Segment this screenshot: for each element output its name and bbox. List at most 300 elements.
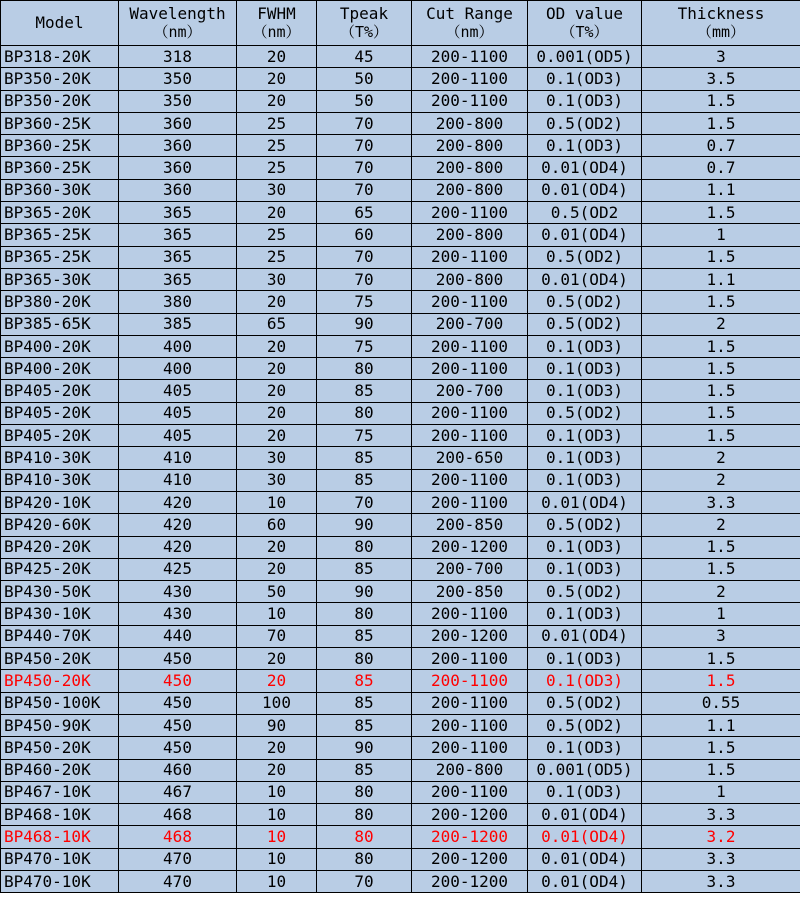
- cell-fwhm: 10: [237, 603, 317, 625]
- cell-tpeak: 85: [317, 447, 412, 469]
- cell-thickness: 2: [642, 313, 800, 335]
- cell-cut-range: 200-1100: [412, 90, 528, 112]
- cell-wavelength: 365: [119, 224, 237, 246]
- cell-fwhm: 20: [237, 46, 317, 68]
- cell-od-value: 0.5(OD2: [528, 202, 642, 224]
- cell-thickness: 3.2: [642, 826, 800, 848]
- cell-model: BP470-10K: [1, 848, 119, 870]
- cell-cut-range: 200-800: [412, 759, 528, 781]
- cell-fwhm: 20: [237, 358, 317, 380]
- cell-wavelength: 420: [119, 491, 237, 513]
- cell-cut-range: 200-1200: [412, 804, 528, 826]
- cell-tpeak: 70: [317, 870, 412, 892]
- cell-model: BP365-25K: [1, 246, 119, 268]
- cell-tpeak: 70: [317, 246, 412, 268]
- cell-wavelength: 360: [119, 135, 237, 157]
- cell-thickness: 3.3: [642, 491, 800, 513]
- cell-fwhm: 20: [237, 202, 317, 224]
- cell-wavelength: 430: [119, 603, 237, 625]
- cell-thickness: 1.5: [642, 358, 800, 380]
- cell-od-value: 0.5(OD2): [528, 692, 642, 714]
- cell-tpeak: 70: [317, 268, 412, 290]
- header-tpeak-unit: （T%）: [339, 23, 389, 41]
- table-row: [1, 268, 800, 290]
- cell-model: BP405-20K: [1, 425, 119, 447]
- cell-thickness: 1: [642, 224, 800, 246]
- cell-od-value: 0.1(OD3): [528, 603, 642, 625]
- cell-od-value: 0.001(OD5): [528, 759, 642, 781]
- cell-thickness: 3.3: [642, 848, 800, 870]
- header-model-label: Model: [35, 13, 84, 32]
- header-fwhm: [237, 1, 317, 46]
- cell-tpeak: 50: [317, 68, 412, 90]
- cell-wavelength: 405: [119, 425, 237, 447]
- cell-tpeak: 80: [317, 826, 412, 848]
- cell-thickness: 1.5: [642, 246, 800, 268]
- header-model: [1, 1, 119, 46]
- cell-od-value: 0.5(OD2): [528, 291, 642, 313]
- cell-thickness: 2: [642, 447, 800, 469]
- cell-fwhm: 20: [237, 402, 317, 424]
- cell-model: BP467-10K: [1, 781, 119, 803]
- cell-cut-range: 200-1200: [412, 870, 528, 892]
- cell-model: BP420-20K: [1, 536, 119, 558]
- table-row: [1, 759, 800, 781]
- cell-tpeak: 90: [317, 581, 412, 603]
- cell-tpeak: 80: [317, 536, 412, 558]
- cell-od-value: 0.1(OD3): [528, 536, 642, 558]
- cell-wavelength: 400: [119, 358, 237, 380]
- table-row-highlighted: [1, 670, 800, 692]
- cell-model: BP420-60K: [1, 514, 119, 536]
- cell-fwhm: 25: [237, 224, 317, 246]
- cell-tpeak: 70: [317, 135, 412, 157]
- cell-thickness: 3.5: [642, 68, 800, 90]
- cell-od-value: 0.01(OD4): [528, 224, 642, 246]
- cell-thickness: 1: [642, 603, 800, 625]
- header-thickness: [642, 1, 800, 46]
- cell-thickness: 0.55: [642, 692, 800, 714]
- cell-wavelength: 450: [119, 692, 237, 714]
- table-row: [1, 536, 800, 558]
- table-row: [1, 380, 800, 402]
- cell-tpeak: 75: [317, 335, 412, 357]
- cell-tpeak: 50: [317, 90, 412, 112]
- cell-cut-range: 200-1200: [412, 536, 528, 558]
- cell-wavelength: 420: [119, 536, 237, 558]
- table-row: [1, 90, 800, 112]
- cell-tpeak: 75: [317, 425, 412, 447]
- table-row: [1, 848, 800, 870]
- cell-wavelength: 365: [119, 268, 237, 290]
- cell-model: BP405-20K: [1, 402, 119, 424]
- cell-cut-range: 200-1100: [412, 491, 528, 513]
- cell-model: BP410-30K: [1, 447, 119, 469]
- cell-tpeak: 80: [317, 358, 412, 380]
- cell-od-value: 0.01(OD4): [528, 826, 642, 848]
- cell-model: BP450-20K: [1, 670, 119, 692]
- cell-thickness: 1.5: [642, 558, 800, 580]
- cell-cut-range: 200-850: [412, 514, 528, 536]
- cell-cut-range: 200-1100: [412, 68, 528, 90]
- cell-wavelength: 425: [119, 558, 237, 580]
- cell-thickness: 3: [642, 625, 800, 647]
- cell-tpeak: 80: [317, 402, 412, 424]
- cell-cut-range: 200-650: [412, 447, 528, 469]
- table-row: [1, 291, 800, 313]
- cell-wavelength: 405: [119, 380, 237, 402]
- table-row: [1, 804, 800, 826]
- cell-cut-range: 200-800: [412, 268, 528, 290]
- cell-thickness: 3: [642, 46, 800, 68]
- cell-wavelength: 450: [119, 714, 237, 736]
- table-row: [1, 313, 800, 335]
- header-tpeak: [317, 1, 412, 46]
- cell-od-value: 0.5(OD2): [528, 313, 642, 335]
- cell-wavelength: 467: [119, 781, 237, 803]
- cell-model: BP460-20K: [1, 759, 119, 781]
- cell-cut-range: 200-800: [412, 224, 528, 246]
- cell-wavelength: 410: [119, 447, 237, 469]
- cell-od-value: 0.1(OD3): [528, 335, 642, 357]
- cell-thickness: 1.1: [642, 179, 800, 201]
- cell-model: BP430-10K: [1, 603, 119, 625]
- table-row: [1, 603, 800, 625]
- cell-wavelength: 360: [119, 179, 237, 201]
- cell-cut-range: 200-700: [412, 380, 528, 402]
- cell-fwhm: 30: [237, 179, 317, 201]
- cell-model: BP360-25K: [1, 112, 119, 134]
- cell-wavelength: 440: [119, 625, 237, 647]
- cell-wavelength: 420: [119, 514, 237, 536]
- cell-thickness: 1.5: [642, 536, 800, 558]
- cell-cut-range: 200-1200: [412, 826, 528, 848]
- table-row: [1, 648, 800, 670]
- cell-model: BP470-10K: [1, 870, 119, 892]
- table-row: [1, 781, 800, 803]
- cell-thickness: 1.5: [642, 737, 800, 759]
- cell-fwhm: 10: [237, 781, 317, 803]
- cell-model: BP420-10K: [1, 491, 119, 513]
- cell-model: BP360-25K: [1, 157, 119, 179]
- cell-cut-range: 200-1100: [412, 670, 528, 692]
- cell-fwhm: 20: [237, 380, 317, 402]
- header-od-value: [528, 1, 642, 46]
- cell-od-value: 0.1(OD3): [528, 737, 642, 759]
- cell-wavelength: 365: [119, 202, 237, 224]
- cell-od-value: 0.1(OD3): [528, 648, 642, 670]
- cell-fwhm: 30: [237, 447, 317, 469]
- cell-fwhm: 25: [237, 135, 317, 157]
- cell-od-value: 0.5(OD2): [528, 112, 642, 134]
- header-od-value-label: OD value: [545, 4, 624, 23]
- cell-od-value: 0.1(OD3): [528, 425, 642, 447]
- cell-cut-range: 200-1100: [412, 648, 528, 670]
- cell-fwhm: 100: [237, 692, 317, 714]
- cell-model: BP410-30K: [1, 469, 119, 491]
- cell-wavelength: 400: [119, 335, 237, 357]
- cell-fwhm: 20: [237, 759, 317, 781]
- table-row: [1, 447, 800, 469]
- cell-fwhm: 10: [237, 870, 317, 892]
- table-row: [1, 870, 800, 892]
- cell-fwhm: 30: [237, 469, 317, 491]
- cell-od-value: 0.1(OD3): [528, 447, 642, 469]
- cell-fwhm: 10: [237, 848, 317, 870]
- cell-thickness: 1.5: [642, 402, 800, 424]
- cell-tpeak: 90: [317, 737, 412, 759]
- cell-tpeak: 85: [317, 670, 412, 692]
- table-row: [1, 46, 800, 68]
- cell-cut-range: 200-800: [412, 135, 528, 157]
- cell-fwhm: 20: [237, 737, 317, 759]
- cell-wavelength: 380: [119, 291, 237, 313]
- cell-tpeak: 80: [317, 781, 412, 803]
- cell-thickness: 2: [642, 581, 800, 603]
- cell-cut-range: 200-700: [412, 313, 528, 335]
- cell-fwhm: 20: [237, 335, 317, 357]
- cell-thickness: 3.3: [642, 804, 800, 826]
- cell-model: BP318-20K: [1, 46, 119, 68]
- table-row: [1, 737, 800, 759]
- cell-tpeak: 80: [317, 848, 412, 870]
- cell-thickness: 1.5: [642, 202, 800, 224]
- cell-fwhm: 20: [237, 291, 317, 313]
- cell-wavelength: 450: [119, 737, 237, 759]
- cell-thickness: 1: [642, 781, 800, 803]
- cell-cut-range: 200-1200: [412, 625, 528, 647]
- cell-cut-range: 200-1100: [412, 781, 528, 803]
- cell-od-value: 0.5(OD2): [528, 402, 642, 424]
- cell-thickness: 1.5: [642, 291, 800, 313]
- cell-wavelength: 460: [119, 759, 237, 781]
- cell-od-value: 0.01(OD4): [528, 804, 642, 826]
- cell-tpeak: 90: [317, 514, 412, 536]
- cell-cut-range: 200-800: [412, 112, 528, 134]
- cell-model: BP425-20K: [1, 558, 119, 580]
- cell-cut-range: 200-1100: [412, 402, 528, 424]
- cell-thickness: 1.1: [642, 268, 800, 290]
- cell-od-value: 0.01(OD4): [528, 491, 642, 513]
- table-row: [1, 358, 800, 380]
- cell-cut-range: 200-1100: [412, 737, 528, 759]
- cell-fwhm: 70: [237, 625, 317, 647]
- cell-cut-range: 200-1100: [412, 202, 528, 224]
- header-tpeak-label: Tpeak: [339, 4, 389, 23]
- cell-cut-range: 200-1100: [412, 335, 528, 357]
- cell-cut-range: 200-1100: [412, 291, 528, 313]
- cell-od-value: 0.5(OD2): [528, 246, 642, 268]
- cell-thickness: 2: [642, 469, 800, 491]
- header-thickness-label: Thickness: [677, 4, 765, 23]
- cell-tpeak: 70: [317, 491, 412, 513]
- cell-model: BP360-30K: [1, 179, 119, 201]
- cell-od-value: 0.1(OD3): [528, 558, 642, 580]
- cell-od-value: 0.1(OD3): [528, 781, 642, 803]
- table-body: [1, 46, 800, 893]
- cell-wavelength: 468: [119, 804, 237, 826]
- cell-model: BP365-20K: [1, 202, 119, 224]
- table-row: [1, 68, 800, 90]
- cell-fwhm: 25: [237, 246, 317, 268]
- header-wavelength: [119, 1, 237, 46]
- cell-cut-range: 200-1100: [412, 46, 528, 68]
- cell-tpeak: 60: [317, 224, 412, 246]
- cell-fwhm: 20: [237, 670, 317, 692]
- table-row: [1, 157, 800, 179]
- cell-thickness: 2: [642, 514, 800, 536]
- cell-wavelength: 405: [119, 402, 237, 424]
- cell-tpeak: 85: [317, 469, 412, 491]
- cell-tpeak: 70: [317, 179, 412, 201]
- header-thickness-unit: （mm）: [696, 23, 746, 41]
- cell-thickness: 1.1: [642, 714, 800, 736]
- cell-od-value: 0.5(OD2): [528, 581, 642, 603]
- cell-od-value: 0.1(OD3): [528, 469, 642, 491]
- cell-fwhm: 20: [237, 68, 317, 90]
- header-od-value-unit: （T%）: [560, 23, 609, 41]
- cell-od-value: 0.01(OD4): [528, 268, 642, 290]
- cell-fwhm: 30: [237, 268, 317, 290]
- cell-fwhm: 20: [237, 536, 317, 558]
- cell-model: BP350-20K: [1, 68, 119, 90]
- table-row: [1, 469, 800, 491]
- cell-od-value: 0.01(OD4): [528, 848, 642, 870]
- header-cut-range-unit: （nm）: [445, 23, 494, 41]
- cell-wavelength: 360: [119, 157, 237, 179]
- cell-cut-range: 200-1100: [412, 358, 528, 380]
- cell-model: BP450-20K: [1, 737, 119, 759]
- cell-model: BP380-20K: [1, 291, 119, 313]
- table-row: [1, 202, 800, 224]
- cell-cut-range: 200-1100: [412, 714, 528, 736]
- cell-cut-range: 200-850: [412, 581, 528, 603]
- cell-fwhm: 20: [237, 558, 317, 580]
- cell-od-value: 0.1(OD3): [528, 670, 642, 692]
- cell-od-value: 0.5(OD2): [528, 714, 642, 736]
- cell-thickness: 1.5: [642, 670, 800, 692]
- cell-od-value: 0.5(OD2): [528, 514, 642, 536]
- cell-thickness: 1.5: [642, 335, 800, 357]
- table-row: [1, 558, 800, 580]
- cell-cut-range: 200-700: [412, 558, 528, 580]
- cell-model: BP468-10K: [1, 826, 119, 848]
- cell-cut-range: 200-1100: [412, 246, 528, 268]
- cell-od-value: 0.01(OD4): [528, 179, 642, 201]
- header-wavelength-unit: （nm）: [153, 23, 202, 41]
- cell-tpeak: 85: [317, 759, 412, 781]
- table-row: [1, 335, 800, 357]
- cell-tpeak: 80: [317, 603, 412, 625]
- cell-model: BP430-50K: [1, 581, 119, 603]
- cell-cut-range: 200-1200: [412, 848, 528, 870]
- cell-thickness: 1.5: [642, 380, 800, 402]
- table-row: [1, 625, 800, 647]
- cell-fwhm: 25: [237, 157, 317, 179]
- cell-model: BP400-20K: [1, 358, 119, 380]
- cell-fwhm: 10: [237, 804, 317, 826]
- cell-od-value: 0.1(OD3): [528, 135, 642, 157]
- cell-wavelength: 350: [119, 68, 237, 90]
- table-row: [1, 224, 800, 246]
- cell-wavelength: 385: [119, 313, 237, 335]
- cell-tpeak: 85: [317, 625, 412, 647]
- cell-cut-range: 200-800: [412, 179, 528, 201]
- cell-tpeak: 80: [317, 648, 412, 670]
- cell-thickness: 1.5: [642, 112, 800, 134]
- table-row: [1, 135, 800, 157]
- cell-model: BP360-25K: [1, 135, 119, 157]
- table-row: [1, 179, 800, 201]
- cell-tpeak: 70: [317, 112, 412, 134]
- cell-wavelength: 365: [119, 246, 237, 268]
- cell-fwhm: 50: [237, 581, 317, 603]
- cell-cut-range: 200-1100: [412, 425, 528, 447]
- cell-model: BP385-65K: [1, 313, 119, 335]
- cell-tpeak: 80: [317, 804, 412, 826]
- cell-thickness: 1.5: [642, 90, 800, 112]
- header-fwhm-label: FWHM: [257, 4, 296, 23]
- cell-fwhm: 65: [237, 313, 317, 335]
- table-row: [1, 425, 800, 447]
- table-row: [1, 402, 800, 424]
- cell-model: BP400-20K: [1, 335, 119, 357]
- header-fwhm-unit: （nm）: [252, 23, 301, 41]
- cell-od-value: 0.01(OD4): [528, 625, 642, 647]
- cell-thickness: 0.7: [642, 135, 800, 157]
- cell-cut-range: 200-800: [412, 157, 528, 179]
- table-row: [1, 692, 800, 714]
- cell-tpeak: 65: [317, 202, 412, 224]
- table-row-highlighted: [1, 826, 800, 848]
- cell-fwhm: 10: [237, 826, 317, 848]
- cell-fwhm: 20: [237, 90, 317, 112]
- cell-model: BP450-100K: [1, 692, 119, 714]
- cell-tpeak: 85: [317, 558, 412, 580]
- table-row: [1, 714, 800, 736]
- cell-model: BP365-25K: [1, 224, 119, 246]
- cell-model: BP365-30K: [1, 268, 119, 290]
- cell-wavelength: 450: [119, 670, 237, 692]
- cell-tpeak: 45: [317, 46, 412, 68]
- cell-od-value: 0.1(OD3): [528, 68, 642, 90]
- cell-model: BP440-70K: [1, 625, 119, 647]
- cell-thickness: 3.3: [642, 870, 800, 892]
- table-row: [1, 112, 800, 134]
- cell-wavelength: 430: [119, 581, 237, 603]
- cell-fwhm: 20: [237, 425, 317, 447]
- cell-cut-range: 200-1100: [412, 603, 528, 625]
- table-row: [1, 581, 800, 603]
- cell-tpeak: 75: [317, 291, 412, 313]
- cell-fwhm: 90: [237, 714, 317, 736]
- cell-wavelength: 360: [119, 112, 237, 134]
- cell-thickness: 0.7: [642, 157, 800, 179]
- cell-wavelength: 410: [119, 469, 237, 491]
- header-cut-range: [412, 1, 528, 46]
- cell-model: BP405-20K: [1, 380, 119, 402]
- header-cut-range-label: Cut Range: [426, 4, 513, 23]
- header-row: [1, 1, 800, 46]
- cell-tpeak: 85: [317, 692, 412, 714]
- cell-cut-range: 200-1100: [412, 692, 528, 714]
- table-row: [1, 246, 800, 268]
- cell-od-value: 0.01(OD4): [528, 870, 642, 892]
- cell-fwhm: 60: [237, 514, 317, 536]
- table-row: [1, 514, 800, 536]
- cell-wavelength: 470: [119, 870, 237, 892]
- cell-od-value: 0.1(OD3): [528, 90, 642, 112]
